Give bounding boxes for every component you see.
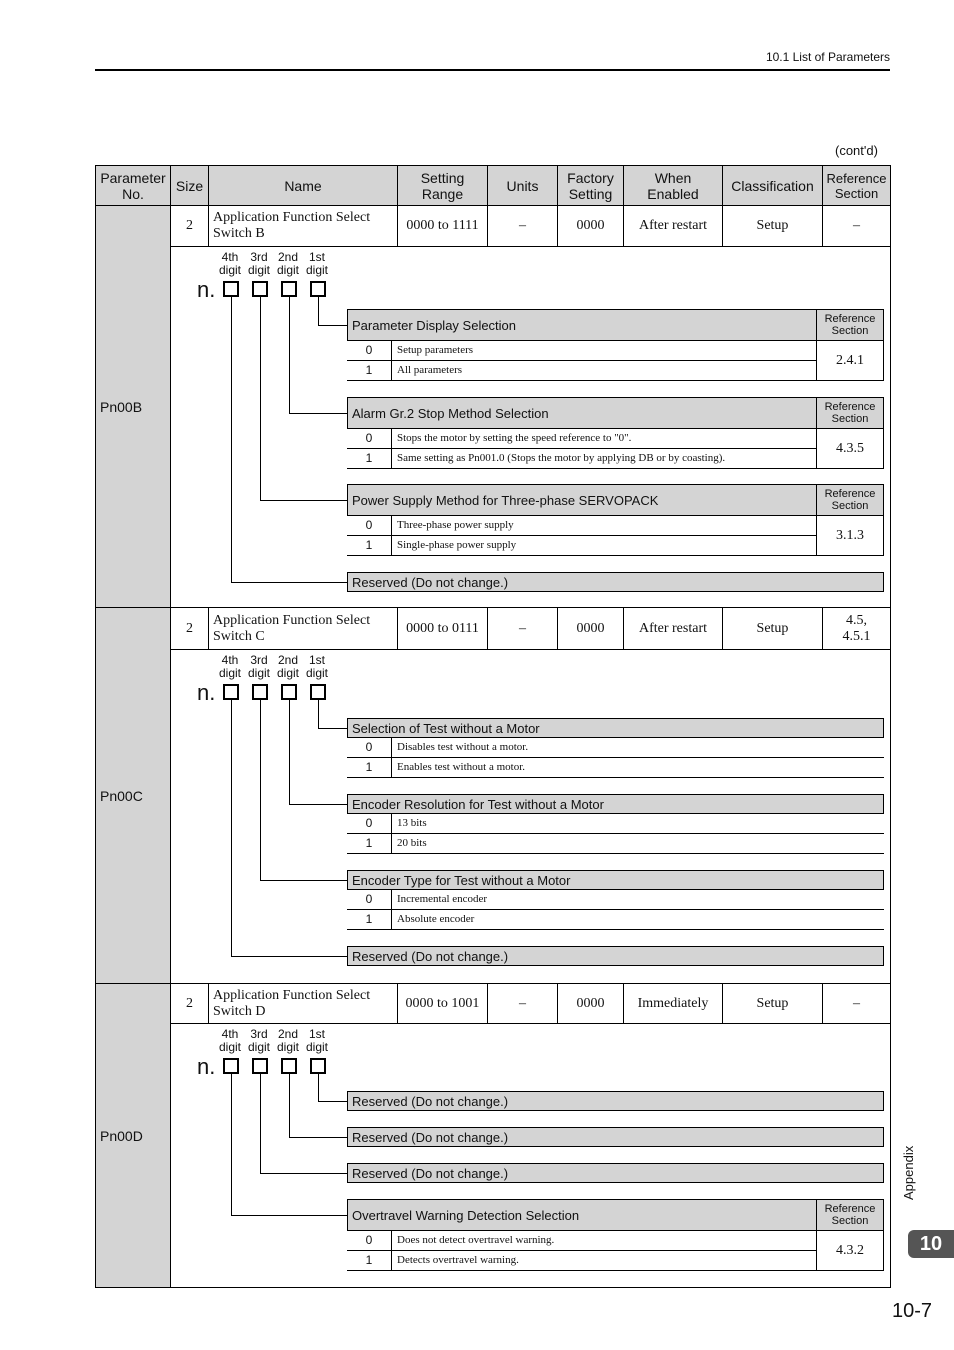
reference-box bbox=[816, 1199, 884, 1271]
digit-label: 2nd digit bbox=[276, 250, 299, 277]
section-title: Reserved (Do not change.) bbox=[347, 946, 884, 966]
param-number: Pn00D bbox=[96, 984, 171, 1288]
digit-label: 1st digit bbox=[305, 653, 328, 680]
digit-box bbox=[281, 1058, 297, 1074]
connector-line bbox=[318, 700, 319, 728]
section-title: Encoder Resolution for Test without a Motor bbox=[347, 794, 884, 814]
section-title: Parameter Display Selection bbox=[347, 309, 884, 341]
setting-section bbox=[347, 309, 884, 381]
section-rows bbox=[347, 341, 816, 381]
setting-description: Enables test without a motor. bbox=[397, 761, 526, 773]
digit-label: 2nd digit bbox=[276, 1027, 299, 1054]
param-number: Pn00B bbox=[96, 206, 171, 608]
n-prefix: n. bbox=[197, 1054, 216, 1079]
section-title: Power Supply Method for Three-phase SERVOPACK bbox=[347, 484, 884, 516]
setting-section bbox=[347, 794, 884, 854]
section-rows bbox=[347, 429, 816, 469]
setting-description: Absolute encoder bbox=[397, 913, 475, 925]
connector-line bbox=[289, 1137, 347, 1138]
setting-section bbox=[347, 1199, 884, 1271]
setting-value: 1 bbox=[347, 758, 392, 777]
reference-box bbox=[816, 397, 884, 469]
connector-line bbox=[289, 297, 290, 413]
connector-line bbox=[231, 582, 347, 583]
section-rows bbox=[347, 814, 884, 854]
param-range: 0000 to 1111 bbox=[398, 206, 488, 247]
col-setting-range: Setting Range bbox=[398, 166, 488, 206]
digit-label: 3rd digit bbox=[247, 250, 270, 277]
connector-line bbox=[260, 700, 261, 880]
setting-description: Setup parameters bbox=[397, 344, 474, 356]
list-item bbox=[347, 341, 816, 361]
setting-section bbox=[347, 397, 884, 469]
setting-description: Three-phase power supply bbox=[397, 519, 514, 531]
setting-description: Detects overtravel warning. bbox=[397, 1254, 519, 1266]
col-name: Name bbox=[209, 166, 398, 206]
connector-line bbox=[318, 297, 319, 325]
reference-header: Reference Section bbox=[817, 1199, 884, 1231]
reference-header: Reference Section bbox=[817, 397, 884, 429]
setting-section bbox=[347, 484, 884, 556]
param-ref: – bbox=[823, 984, 891, 1024]
connector-line bbox=[318, 1101, 347, 1102]
continued-label: (cont'd) bbox=[835, 143, 878, 158]
connector-line bbox=[260, 1074, 261, 1173]
digit-label: 4th digit bbox=[218, 653, 241, 680]
digit-box bbox=[281, 281, 297, 297]
setting-value: 0 bbox=[347, 890, 392, 909]
param-class: Setup bbox=[723, 984, 823, 1024]
setting-value: 1 bbox=[347, 536, 392, 555]
connector-line bbox=[318, 325, 347, 326]
setting-value: 0 bbox=[347, 738, 392, 757]
section-title: Reserved (Do not change.) bbox=[347, 1127, 884, 1147]
connector-line bbox=[289, 1074, 290, 1137]
table-row bbox=[96, 206, 891, 247]
digit-diagram bbox=[171, 650, 890, 983]
setting-section bbox=[347, 1163, 884, 1183]
appendix-label: Appendix bbox=[901, 1145, 916, 1200]
section-rows bbox=[347, 516, 816, 556]
page-number: 10-7 bbox=[891, 1300, 932, 1322]
param-number: Pn00C bbox=[96, 608, 171, 984]
setting-value: 1 bbox=[347, 834, 392, 853]
digit-box bbox=[252, 684, 268, 700]
appendix-side-tab bbox=[901, 1140, 925, 1210]
param-units: – bbox=[488, 206, 558, 247]
connector-line bbox=[231, 1215, 347, 1216]
digit-box bbox=[281, 684, 297, 700]
reference-header: Reference Section bbox=[817, 484, 884, 516]
setting-section bbox=[347, 572, 884, 592]
reference-value: 2.4.1 bbox=[817, 341, 884, 381]
reference-header: Reference Section bbox=[817, 309, 884, 341]
list-item bbox=[347, 814, 884, 834]
connector-line bbox=[260, 880, 347, 881]
table-header-row bbox=[96, 166, 891, 206]
setting-section bbox=[347, 946, 884, 966]
list-item bbox=[347, 536, 816, 556]
param-ref: 4.5, 4.5.1 bbox=[823, 608, 891, 650]
digit-label: 4th digit bbox=[218, 250, 241, 277]
digit-label: 4th digit bbox=[218, 1027, 241, 1054]
table-row bbox=[96, 1024, 891, 1288]
list-item bbox=[347, 890, 884, 910]
connector-line bbox=[231, 297, 232, 582]
digit-box bbox=[223, 281, 239, 297]
digit-box bbox=[310, 1058, 326, 1074]
param-factory: 0000 bbox=[558, 608, 624, 650]
reference-value: 3.1.3 bbox=[817, 516, 884, 556]
setting-description: Single-phase power supply bbox=[397, 539, 517, 551]
col-classification: Classification bbox=[723, 166, 823, 206]
setting-description: Same setting as Pn001.0 (Stops the motor by applying DB or by coasting). bbox=[397, 452, 726, 464]
param-class: Setup bbox=[723, 206, 823, 247]
reference-box bbox=[816, 484, 884, 556]
connector-line bbox=[289, 413, 347, 414]
setting-section bbox=[347, 870, 884, 930]
digit-box bbox=[310, 281, 326, 297]
setting-description: All parameters bbox=[397, 364, 463, 376]
col-param-no: Parameter No. bbox=[96, 166, 171, 206]
connector-line bbox=[318, 728, 347, 729]
setting-value: 0 bbox=[347, 814, 392, 833]
setting-description: 20 bits bbox=[397, 837, 427, 849]
section-title: Reserved (Do not change.) bbox=[347, 1091, 884, 1111]
list-item bbox=[347, 738, 884, 758]
param-enabled: After restart bbox=[624, 206, 723, 247]
connector-line bbox=[231, 700, 232, 956]
connector-line bbox=[289, 700, 290, 804]
list-item bbox=[347, 910, 884, 930]
table-row bbox=[96, 608, 891, 650]
param-factory: 0000 bbox=[558, 984, 624, 1024]
section-rows bbox=[347, 738, 884, 778]
param-units: – bbox=[488, 984, 558, 1024]
setting-value: 1 bbox=[347, 361, 392, 380]
digit-label: 1st digit bbox=[305, 250, 328, 277]
param-size: 2 bbox=[171, 984, 209, 1024]
connector-line bbox=[231, 956, 347, 957]
table-row bbox=[96, 247, 891, 608]
n-prefix: n. bbox=[197, 277, 216, 302]
parameter-table bbox=[95, 165, 891, 1288]
setting-value: 0 bbox=[347, 341, 392, 360]
setting-description: 13 bits bbox=[397, 817, 427, 829]
col-when-enabled: When Enabled bbox=[624, 166, 723, 206]
connector-line bbox=[260, 500, 347, 501]
setting-section bbox=[347, 1091, 884, 1111]
section-title: Selection of Test without a Motor bbox=[347, 718, 884, 738]
header-rule bbox=[95, 69, 890, 71]
connector-line bbox=[318, 1074, 319, 1101]
connector-line bbox=[231, 1074, 232, 1215]
chapter-number-tab: 10 bbox=[908, 1230, 954, 1258]
list-item bbox=[347, 834, 884, 854]
digit-label: 3rd digit bbox=[247, 653, 270, 680]
section-title: Overtravel Warning Detection Selection bbox=[347, 1199, 884, 1231]
param-enabled: After restart bbox=[624, 608, 723, 650]
section-title: Alarm Gr.2 Stop Method Selection bbox=[347, 397, 884, 429]
col-units: Units bbox=[488, 166, 558, 206]
param-size: 2 bbox=[171, 608, 209, 650]
setting-section bbox=[347, 1127, 884, 1147]
setting-description: Disables test without a motor. bbox=[397, 741, 529, 753]
setting-description: Incremental encoder bbox=[397, 893, 488, 905]
section-title: Reserved (Do not change.) bbox=[347, 572, 884, 592]
connector-line bbox=[260, 297, 261, 500]
list-item bbox=[347, 361, 816, 381]
col-size: Size bbox=[171, 166, 209, 206]
digit-box bbox=[310, 684, 326, 700]
digit-box bbox=[252, 1058, 268, 1074]
reference-value: 4.3.5 bbox=[817, 429, 884, 469]
section-rows bbox=[347, 1231, 816, 1271]
digit-label: 1st digit bbox=[305, 1027, 328, 1054]
setting-value: 0 bbox=[347, 516, 392, 535]
param-units: – bbox=[488, 608, 558, 650]
col-factory-setting: Factory Setting bbox=[558, 166, 624, 206]
param-factory: 0000 bbox=[558, 206, 624, 247]
param-class: Setup bbox=[723, 608, 823, 650]
list-item bbox=[347, 449, 816, 469]
table-row bbox=[96, 650, 891, 984]
param-enabled: Immediately bbox=[624, 984, 723, 1024]
list-item bbox=[347, 516, 816, 536]
setting-value: 0 bbox=[347, 429, 392, 448]
setting-value: 1 bbox=[347, 449, 392, 468]
param-name: Application Function Select Switch D bbox=[209, 984, 398, 1024]
param-ref: – bbox=[823, 206, 891, 247]
setting-value: 1 bbox=[347, 910, 392, 929]
list-item bbox=[347, 1231, 816, 1251]
param-range: 0000 to 1001 bbox=[398, 984, 488, 1024]
param-range: 0000 to 0111 bbox=[398, 608, 488, 650]
list-item bbox=[347, 1251, 816, 1271]
digit-box bbox=[223, 684, 239, 700]
setting-section bbox=[347, 718, 884, 778]
setting-value: 0 bbox=[347, 1231, 392, 1250]
connector-line bbox=[289, 804, 347, 805]
setting-description: Does not detect overtravel warning. bbox=[397, 1234, 555, 1246]
digit-diagram bbox=[171, 1024, 890, 1287]
digit-label: 3rd digit bbox=[247, 1027, 270, 1054]
connector-line bbox=[260, 1173, 347, 1174]
section-rows bbox=[347, 890, 884, 930]
table-row bbox=[96, 984, 891, 1024]
param-name: Application Function Select Switch B bbox=[209, 206, 398, 247]
digit-box bbox=[223, 1058, 239, 1074]
n-prefix: n. bbox=[197, 680, 216, 705]
param-size: 2 bbox=[171, 206, 209, 247]
list-item bbox=[347, 758, 884, 778]
section-title: Encoder Type for Test without a Motor bbox=[347, 870, 884, 890]
reference-box bbox=[816, 309, 884, 381]
digit-diagram bbox=[171, 247, 890, 607]
digit-label: 2nd digit bbox=[276, 653, 299, 680]
setting-description: Stops the motor by setting the speed reference to "0". bbox=[397, 432, 632, 444]
col-reference-section: Reference Section bbox=[823, 166, 891, 206]
list-item bbox=[347, 429, 816, 449]
setting-value: 1 bbox=[347, 1251, 392, 1270]
section-title: Reserved (Do not change.) bbox=[347, 1163, 884, 1183]
reference-value: 4.3.2 bbox=[817, 1231, 884, 1271]
digit-box bbox=[252, 281, 268, 297]
running-header: 10.1 List of Parameters bbox=[765, 50, 890, 64]
param-name: Application Function Select Switch C bbox=[209, 608, 398, 650]
